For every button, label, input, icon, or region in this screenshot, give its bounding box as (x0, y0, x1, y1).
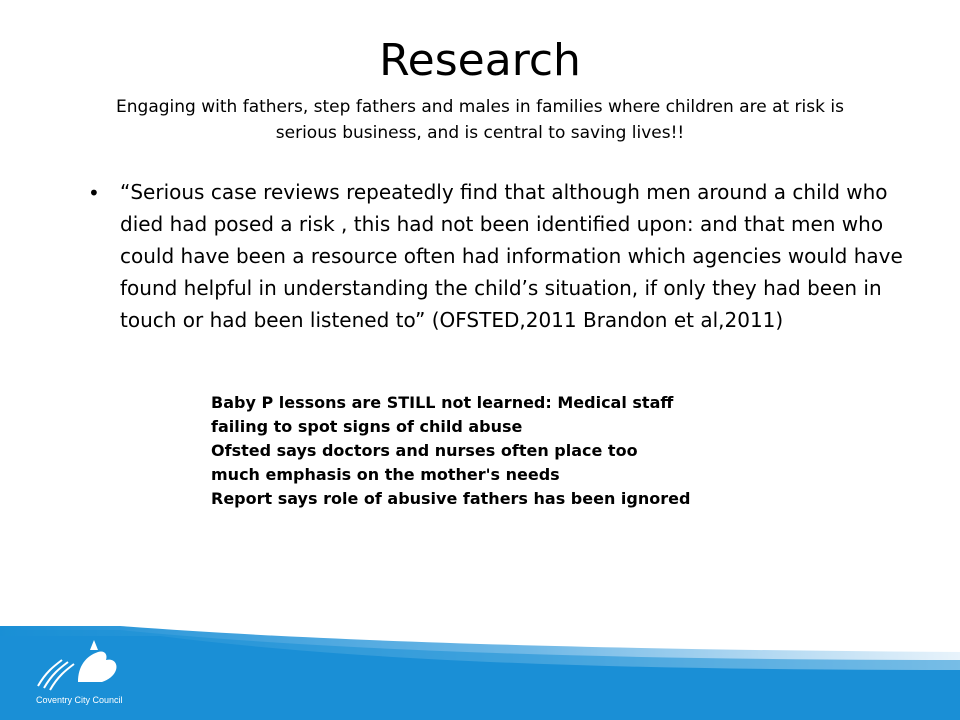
council-logo-text: Coventry City Council (36, 695, 123, 705)
bullet-quote: “Serious case reviews repeatedly find that although men around a child who died had posed a risk , this had not been identified upon: and that men who could have been a resource often had information which agencies would have found helpful in understanding the child’s situation, if only they had been in touch or had been listened to” (OFSTED,2011 Brandon et al,2011) (120, 180, 903, 332)
elephant-wave-logo-icon (28, 636, 148, 694)
slide-title: Research (379, 35, 581, 86)
bullet-list (88, 176, 918, 336)
callout-box (211, 391, 691, 511)
bullet-dot: • (88, 181, 100, 205)
slide-subtitle: Engaging with fathers, step fathers and males in families where children are at risk is serious business, and is central to saving lives!! (116, 97, 844, 143)
council-logo (28, 636, 148, 706)
footer-band (0, 626, 960, 720)
title-block (60, 34, 900, 146)
callout-line-3: Report says role of abusive fathers has been ignored (211, 489, 691, 508)
callout-line-1: Baby P lessons are STILL not learned: Medical staff failing to spot signs of child abuse (211, 393, 674, 436)
callout-line-2: Ofsted says doctors and nurses often place too much emphasis on the mother's needs (211, 441, 638, 484)
